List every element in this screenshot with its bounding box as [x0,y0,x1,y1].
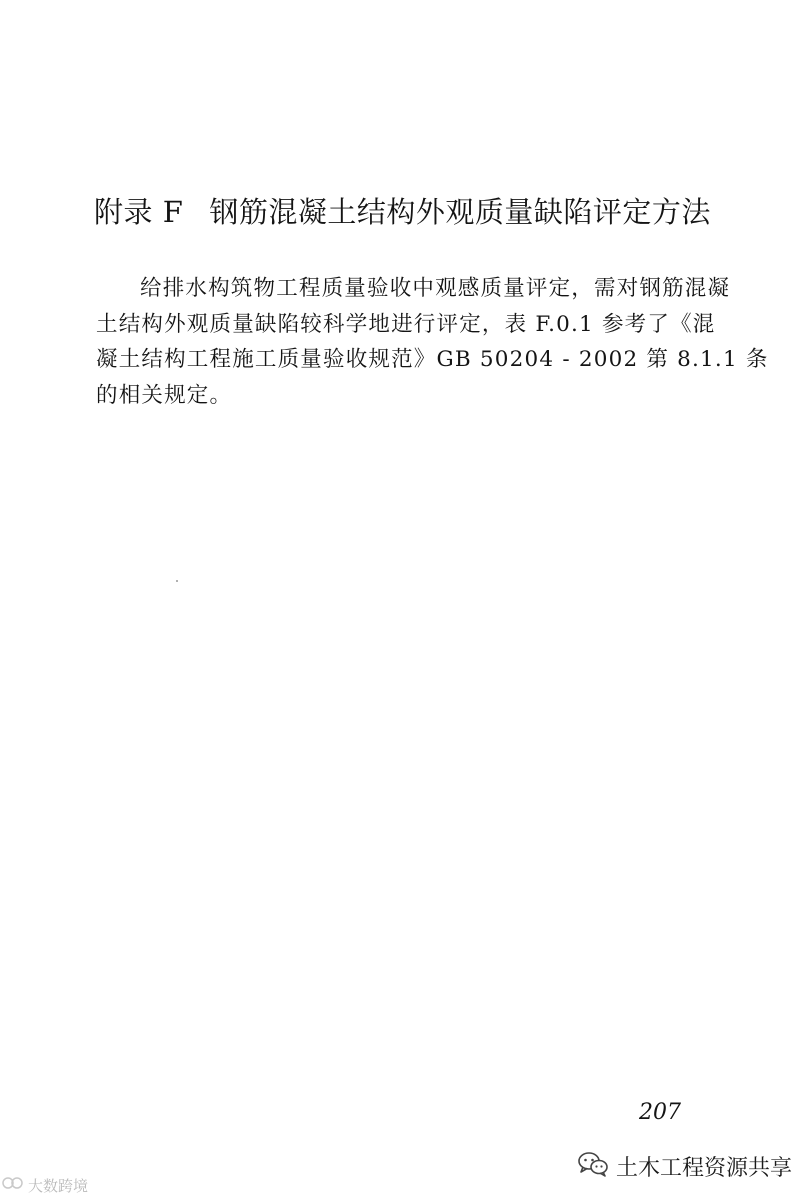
corner-watermark [2,1174,88,1196]
scan-speck [176,580,178,582]
appendix-label: 附录 F [94,195,184,229]
wechat-watermark [578,1150,792,1182]
watermark-text: 大数跨境 [28,1176,89,1195]
wechat-icon [578,1151,608,1181]
logo-icon [2,1174,24,1196]
appendix-title-text: 钢筋混凝土结构外观质量缺陷评定方法 [209,195,711,229]
page-number: 207 [639,1100,681,1125]
paragraph-line: 给排水构筑物工程质量验收中观感质量评定，需对钢筋混凝 [140,276,731,301]
paragraph-line: 土结构外观质量缺陷较科学地进行评定，表 F.0.1 参考了《混 [96,311,716,337]
paragraph-line: 凝土结构工程施工质量验收规范》GB 50204 - 2002 第 8.1.1 条 [96,347,769,372]
paragraph-line: 的相关规定。 [96,382,233,408]
body-paragraph [96,271,769,413]
watermark-text: 土木工程资源共享 [616,1155,793,1181]
page-title [94,192,734,232]
